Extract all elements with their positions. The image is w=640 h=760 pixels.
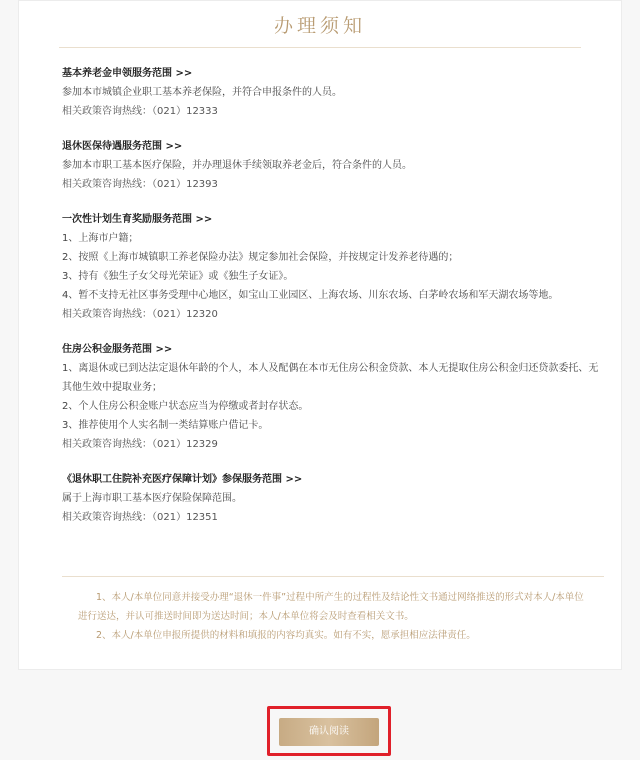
section-title: 《退休职工住院补充医疗保障计划》参保服务范围 >> bbox=[62, 474, 303, 485]
title-divider bbox=[59, 47, 581, 48]
section-title: 住房公积金服务范围 >> bbox=[62, 344, 173, 355]
section-title: 基本养老金申领服务范围 >> bbox=[62, 68, 193, 79]
section-title: 一次性计划生育奖励服务范围 >> bbox=[62, 214, 213, 225]
section-line: 3、持有《独生子女父母光荣证》或《独生子女证》。 bbox=[62, 271, 294, 282]
declaration-notice bbox=[78, 588, 590, 645]
page-title: 办理须知 bbox=[273, 15, 366, 37]
section-family-planning-reward bbox=[62, 210, 604, 324]
hotline-text: 相关政策咨询热线：（021）12351 bbox=[62, 512, 218, 523]
hotline-text: 相关政策咨询热线：（021）12329 bbox=[62, 439, 218, 450]
section-line: 属于上海市职工基本医疗保险保障范围。 bbox=[62, 493, 242, 504]
hotline-text: 相关政策咨询热线：（021）12333 bbox=[62, 106, 218, 117]
notice-item: 1、本人/本单位同意并接受办理“退休一件事”过程中所产生的过程性及结论性文书通过网络推送的形式对本人/本单位进行送达，并认可推送时间即为送达时间；本人/本单位将会及时查看相关文书。 bbox=[78, 592, 584, 622]
section-line: 4、暂不支持无社区事务受理中心地区，如宝山工业园区、上海农场、川东农场、白茅岭农场和军天湖农场等地。 bbox=[62, 290, 559, 301]
section-title: 退休医保待遇服务范围 >> bbox=[62, 141, 183, 152]
section-supplementary-medical bbox=[62, 470, 604, 527]
section-line: 参加本市职工基本医疗保险，并办理退休手续领取养老金后，符合条件的人员。 bbox=[62, 160, 412, 171]
section-medical-insurance bbox=[62, 137, 604, 194]
section-line: 2、按照《上海市城镇职工养老保险办法》规定参加社会保险，并按规定计发养老待遇的； bbox=[62, 252, 459, 263]
notice-item: 2、本人/本单位申报所提供的材料和填报的内容均真实。如有不实，愿承担相应法律责任。 bbox=[96, 630, 476, 641]
section-housing-fund bbox=[62, 340, 604, 454]
notice-divider bbox=[62, 576, 604, 577]
section-line: 1、离退休或已到达法定退休年龄的个人，本人及配偶在本市无住房公积金贷款、本人无提取住房公积金归还贷款委托、无其他生效中提取业务； bbox=[62, 363, 599, 393]
hotline-text: 相关政策咨询热线：（021）12320 bbox=[62, 309, 218, 320]
service-scope-list bbox=[62, 64, 604, 543]
section-line: 3、推荐使用个人实名制一类结算账户借记卡。 bbox=[62, 420, 269, 431]
section-line: 参加本市城镇企业职工基本养老保险，并符合申报条件的人员。 bbox=[62, 87, 342, 98]
section-pension bbox=[62, 64, 604, 121]
section-line: 1、上海市户籍； bbox=[62, 233, 139, 244]
hotline-text: 相关政策咨询热线：（021）12393 bbox=[62, 179, 218, 190]
confirm-read-button[interactable]: 确认阅读 bbox=[279, 718, 379, 746]
section-line: 2、个人住房公积金账户状态应当为停缴或者封存状态。 bbox=[62, 401, 309, 412]
